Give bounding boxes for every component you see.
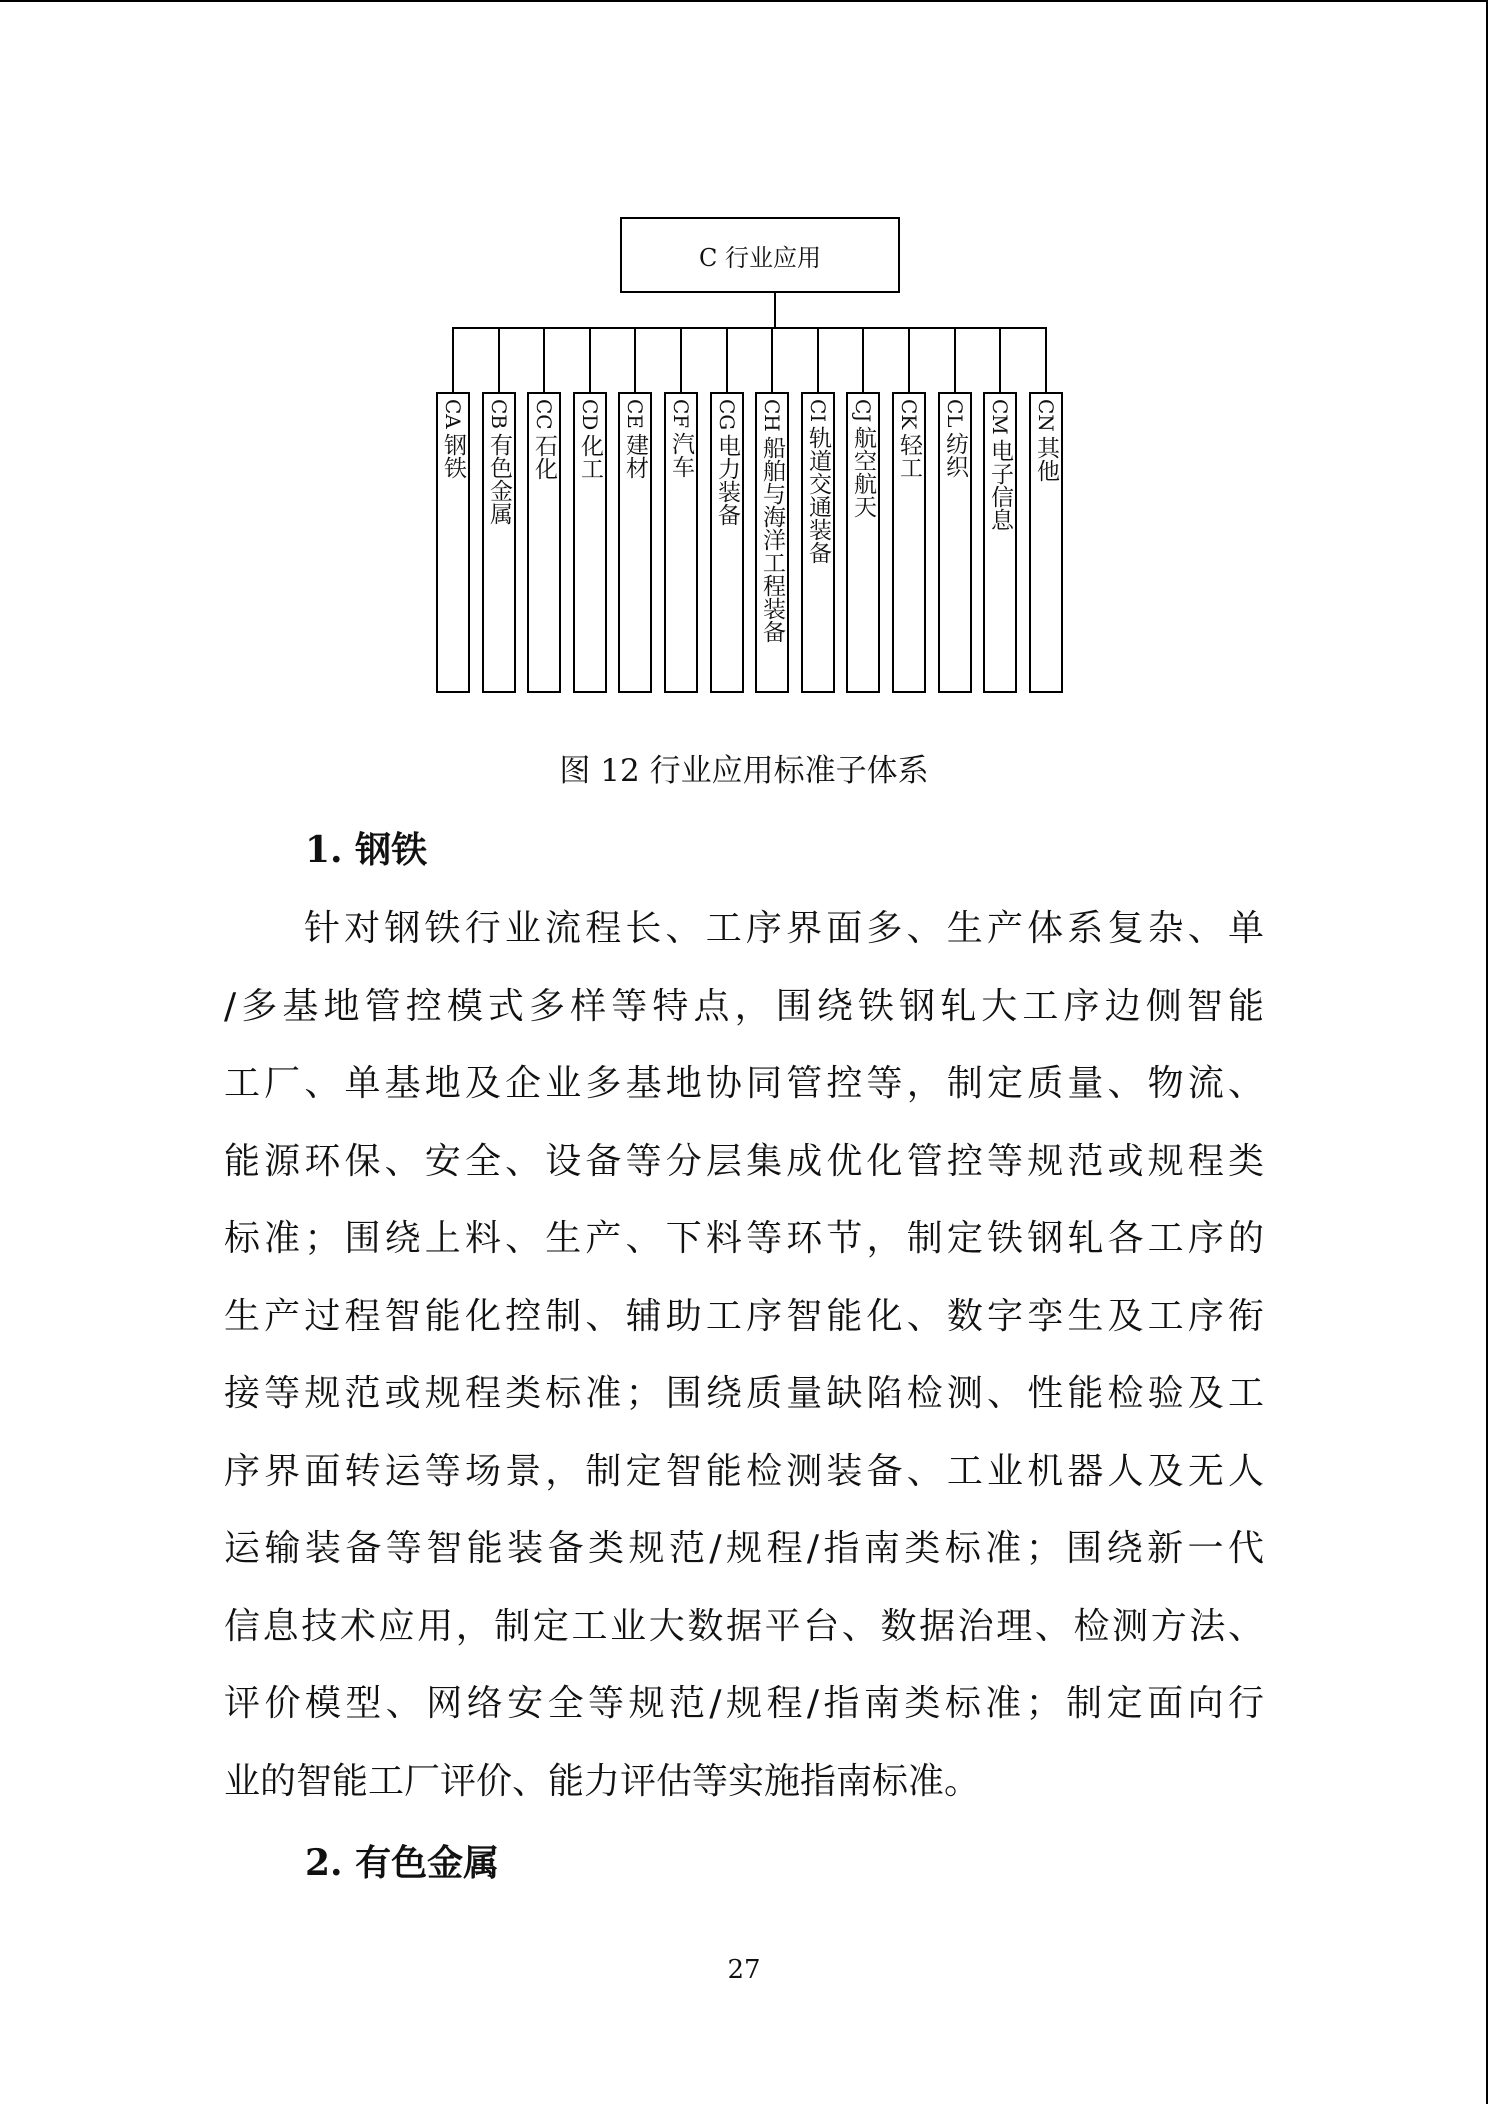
standard-tree-diagram <box>0 0 1488 720</box>
leaf-code: CM <box>988 399 1012 435</box>
section-number: 2. <box>305 1842 343 1884</box>
leaf-connector <box>543 327 545 393</box>
leaf-label: 其他 <box>1033 435 1059 482</box>
diagram-leaf-node <box>482 392 516 693</box>
diagram-leaf-node <box>573 392 607 693</box>
diagram-leaf-node <box>618 392 652 693</box>
leaf-connector <box>1045 327 1047 393</box>
paragraph-line: 工厂、单基地及企业多基地协同管控等，制定质量、物流、 <box>224 1063 1264 1104</box>
diagram-leaf-node <box>664 392 698 693</box>
diagram-leaf-node <box>527 392 561 693</box>
leaf-code: CN <box>1034 399 1058 432</box>
diagram-leaf-node <box>1029 392 1063 693</box>
section-1-paragraph <box>224 890 1264 1820</box>
paragraph-line: 序界面转运等场景，制定智能检测装备、工业机器人及无人 <box>224 1450 1264 1492</box>
section-title: 有色金属 <box>355 1843 500 1884</box>
leaf-label: 轨道交通装备 <box>805 426 831 565</box>
root-connector <box>774 293 776 328</box>
leaf-connector <box>999 327 1001 393</box>
section-number: 1. <box>305 829 343 871</box>
leaf-connector <box>817 327 819 393</box>
section-title: 钢铁 <box>355 830 428 871</box>
leaf-label: 电力装备 <box>714 434 740 527</box>
section-heading-2 <box>305 1835 499 1886</box>
leaf-code: CB <box>487 399 511 429</box>
paragraph-line: 针对钢铁行业流程长、工序界面多、生产体系复杂、单 <box>304 908 1264 949</box>
leaf-code: CG <box>715 399 739 431</box>
leaf-label: 轻工 <box>896 433 922 480</box>
leaf-connector <box>862 327 864 393</box>
paragraph-line: 接等规范或规程类标准；围绕质量缺陷检测、性能检验及工 <box>224 1373 1264 1414</box>
paragraph-line: 运输装备等智能装备类规范/规程/指南类标准；围绕新一代 <box>224 1528 1264 1569</box>
diagram-root-node <box>620 217 900 293</box>
leaf-connector <box>954 327 956 393</box>
leaf-code: CD <box>578 399 602 431</box>
leaf-label: 有色金属 <box>486 433 512 525</box>
horizontal-bus <box>452 327 1047 329</box>
paragraph-line: /多基地管控模式多样等特点，围绕铁钢轧大工序边侧智能 <box>224 985 1264 1027</box>
leaf-connector <box>771 327 773 393</box>
leaf-code: CE <box>623 399 647 429</box>
leaf-label: 化工 <box>577 434 603 481</box>
leaf-connector <box>452 327 454 393</box>
leaf-connector <box>634 327 636 393</box>
page-number: 27 <box>727 1955 761 1985</box>
leaf-connector <box>498 327 500 393</box>
leaf-label: 钢铁 <box>440 432 466 479</box>
diagram-leaf-node <box>892 392 926 693</box>
leaf-label: 船舶与海洋工程装备 <box>759 435 785 643</box>
leaf-label: 建材 <box>622 432 648 479</box>
leaf-label: 石化 <box>531 433 557 480</box>
paragraph-line: 信息技术应用，制定工业大数据平台、数据治理、检测方法、 <box>224 1605 1264 1647</box>
diagram-leaf-node <box>710 392 744 693</box>
leaf-code: CK <box>897 399 921 430</box>
leaf-code: CC <box>532 399 556 430</box>
caption-number: 12 <box>600 753 640 789</box>
leaf-code: CA <box>441 399 465 429</box>
paragraph-line: 评价模型、网络安全等规范/规程/指南类标准；制定面向行 <box>224 1683 1264 1724</box>
leaf-code: CH <box>760 399 784 432</box>
leaf-label: 汽车 <box>668 432 694 479</box>
leaf-code: CJ <box>851 399 875 423</box>
leaf-connector <box>589 327 591 393</box>
leaf-label: 航空航天 <box>850 426 876 519</box>
paragraph-line: 业的智能工厂评价、能力评估等实施指南标准。 <box>224 1760 981 1802</box>
leaf-code: CL <box>943 399 967 428</box>
section-heading-1 <box>305 822 427 873</box>
root-label: C 行业应用 <box>699 243 821 272</box>
leaf-connector <box>908 327 910 393</box>
diagram-leaf-node <box>801 392 835 693</box>
leaf-connector <box>680 327 682 393</box>
diagram-leaf-node <box>846 392 880 693</box>
diagram-leaf-node <box>938 392 972 693</box>
figure-caption <box>0 745 1488 790</box>
diagram-leaf-node <box>983 392 1017 693</box>
diagram-leaf-node <box>436 392 470 693</box>
caption-prefix: 图 <box>559 753 601 789</box>
leaf-code: CI <box>806 399 830 423</box>
caption-text: 行业应用标准子体系 <box>639 753 929 789</box>
leaf-label: 电子信息 <box>987 438 1013 531</box>
leaf-label: 纺织 <box>942 431 968 478</box>
leaf-connector <box>726 327 728 393</box>
diagram-leaf-node <box>755 392 789 693</box>
paragraph-line: 标准；围绕上料、生产、下料等环节，制定铁钢轧各工序的 <box>224 1218 1264 1259</box>
paragraph-line: 能源环保、安全、设备等分层集成优化管控等规范或规程类 <box>224 1140 1264 1182</box>
leaf-code: CF <box>669 399 693 429</box>
paragraph-line: 生产过程智能化控制、辅助工序智能化、数字孪生及工序衔 <box>224 1295 1264 1337</box>
